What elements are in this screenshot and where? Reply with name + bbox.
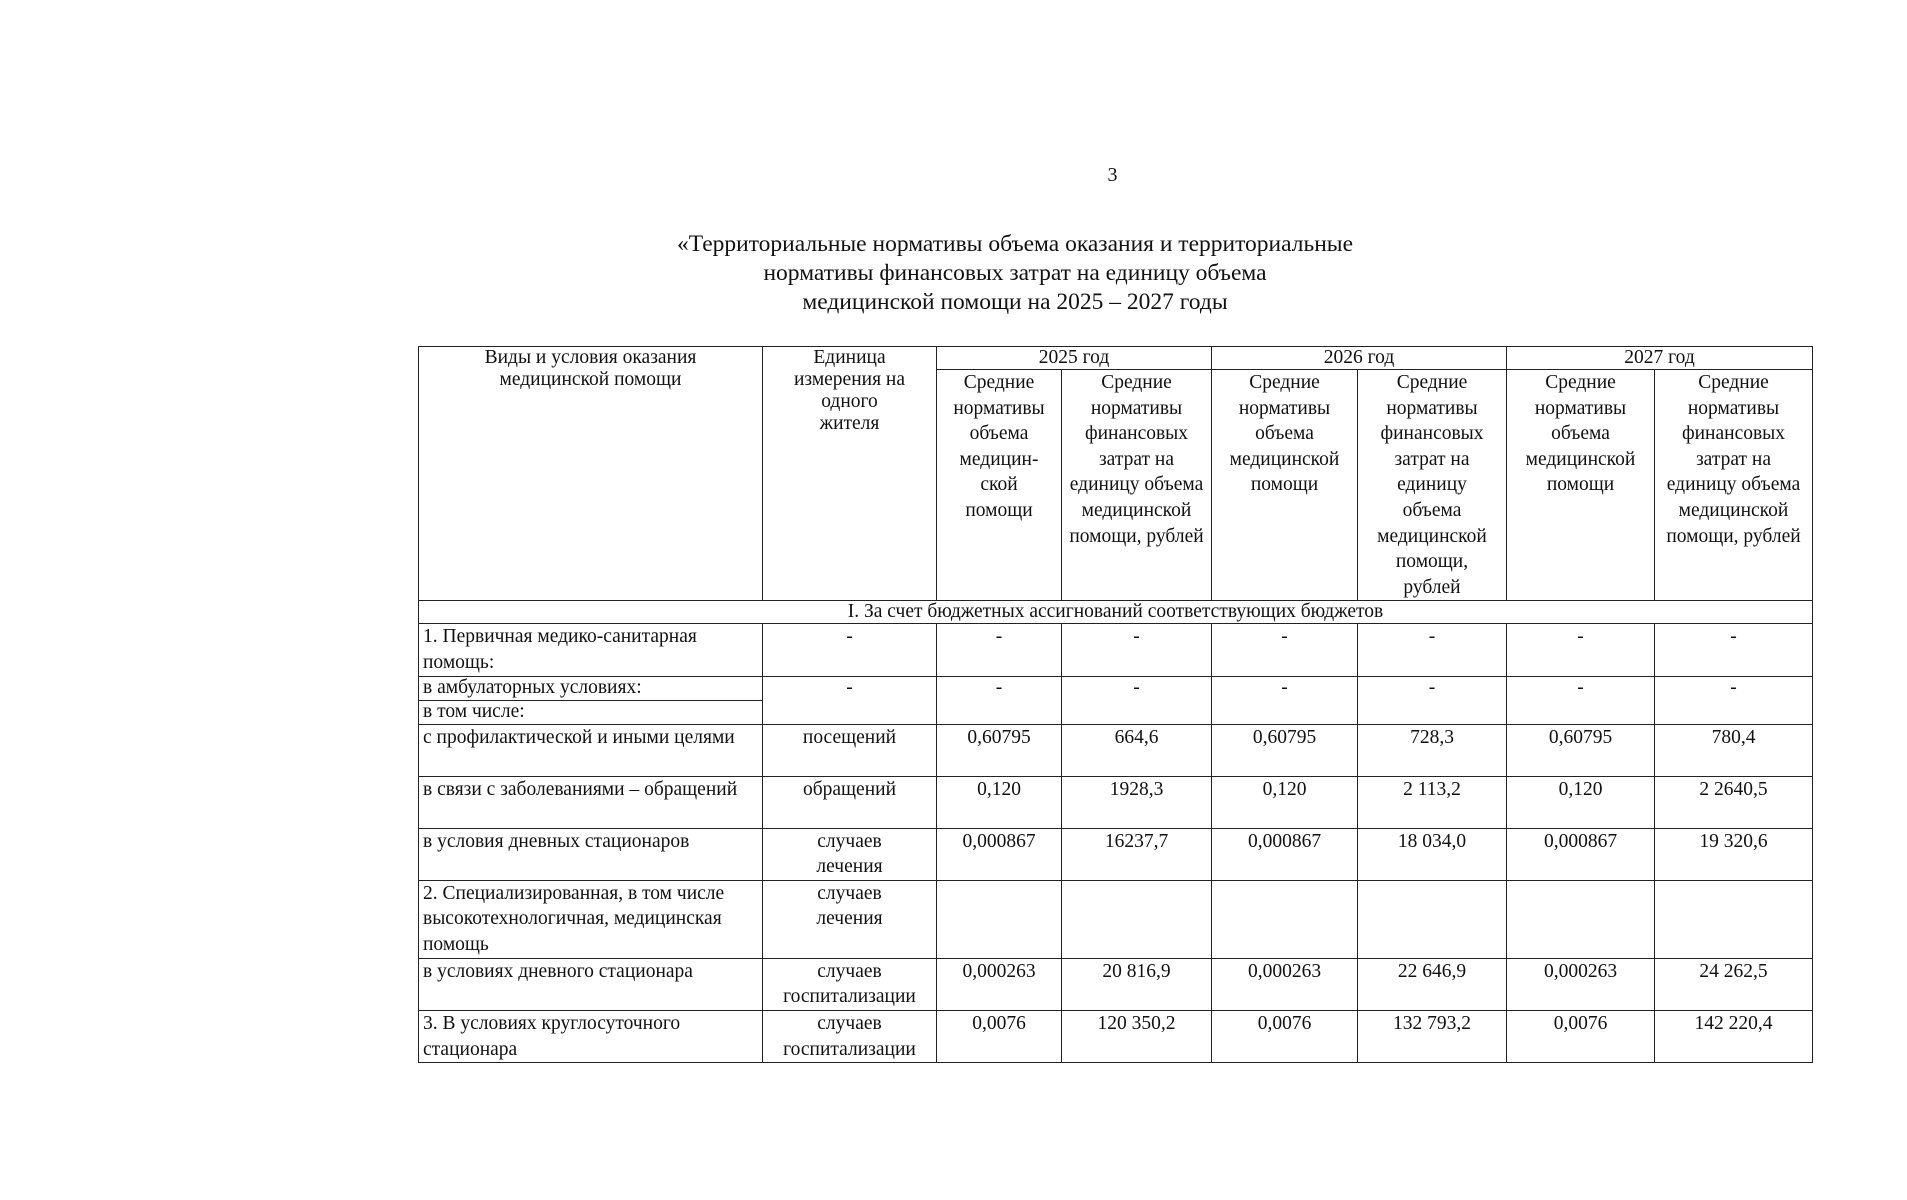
row-kind: в амбулаторных условиях: [419,676,763,700]
header-unit: Единица измерения на одного жителя [763,347,937,601]
row-value: 16237,7 [1062,828,1212,880]
row-value: 0,000867 [1212,828,1358,880]
row-unit: случаев госпитализации [763,1010,937,1062]
row-value: 0,120 [1212,776,1358,828]
title-line-3: медицинской помощи на 2025 – 2027 годы [802,289,1228,315]
row-value: 0,000867 [1507,828,1655,880]
row-value: 24 262,5 [1655,958,1813,1010]
row-kind: 3. В условиях круглосуточного стационара [419,1010,763,1062]
row-value: - [1655,624,1813,676]
row-value: - [1212,676,1358,724]
row-unit: - [763,624,937,676]
row-kind: 1. Первичная медико-санитарная помощь: [419,624,763,676]
row-unit: - [763,676,937,724]
row-value: 18 034,0 [1358,828,1507,880]
row-value: 0,000263 [1212,958,1358,1010]
header-kind: Виды и условия оказания медицинской помощи [419,347,763,601]
row-value: - [1062,624,1212,676]
row-value: 142 220,4 [1655,1010,1813,1062]
row-value: 0,000867 [937,828,1062,880]
row-value: 2 113,2 [1358,776,1507,828]
row-value [1358,880,1507,958]
section-row [419,601,1813,624]
row-value [1062,880,1212,958]
row-value: - [937,624,1062,676]
table-row [419,828,1813,880]
row-value: 0,60795 [1507,724,1655,776]
table-row [419,724,1813,776]
row-kind: в связи с заболеваниями – обращений [419,776,763,828]
row-value: 0,0076 [1507,1010,1655,1062]
row-value: 0,000263 [1507,958,1655,1010]
row-kind: 2. Специализированная, в том числе высокотехнологичная, медицинская помощь [419,880,763,958]
row-value [1655,880,1813,958]
header-row-years [419,347,1813,370]
row-unit: посещений [763,724,937,776]
table-row [419,676,1813,700]
header-year-2027: 2027 год [1507,347,1813,370]
row-value: 0,0076 [937,1010,1062,1062]
row-value: 0,0076 [1212,1010,1358,1062]
row-value: - [1212,624,1358,676]
row-value: 120 350,2 [1062,1010,1212,1062]
table-row [419,880,1813,958]
row-unit: случаев лечения [763,880,937,958]
row-value: - [1358,676,1507,724]
row-value: 728,3 [1358,724,1507,776]
header-volume-2027: Средние нормативы объема медицинской помощи [1507,370,1655,601]
table-row [419,776,1813,828]
document-title [665,230,1365,317]
row-value: 132 793,2 [1358,1010,1507,1062]
row-kind: в условиях дневного стационара [419,958,763,1010]
row-kind: в условия дневных стационаров [419,828,763,880]
row-value: - [937,676,1062,724]
row-value: 0,120 [937,776,1062,828]
row-kind-sub: в том числе: [419,700,763,724]
header-year-2026: 2026 год [1212,347,1507,370]
row-value: 0,60795 [937,724,1062,776]
table-row [419,624,1813,676]
title-line-2: нормативы финансовых затрат на единицу объема [763,260,1267,286]
title-line-1: «Территориальные нормативы объема оказания и территориальные [676,231,1353,257]
row-value: 22 646,9 [1358,958,1507,1010]
norms-table [418,346,1813,1063]
row-value [1507,880,1655,958]
header-volume-2025: Средние нормативы объема медицин-ской помощи [937,370,1062,601]
table-row [419,1010,1813,1062]
row-value: 780,4 [1655,724,1813,776]
header-cost-2026: Средние нормативы финансовых затрат на единицу объема медицинской помощи, рублей [1358,370,1507,601]
row-value [937,880,1062,958]
row-unit: случаев госпитализации [763,958,937,1010]
row-value: 19 320,6 [1655,828,1813,880]
row-kind: с профилактической и иными целями [419,724,763,776]
row-value: - [1358,624,1507,676]
page-number: 3 [1107,164,1118,186]
row-value: 20 816,9 [1062,958,1212,1010]
section-title: I. За счет бюджетных ассигнований соответствующих бюджетов [419,601,1813,624]
row-value: 664,6 [1062,724,1212,776]
header-cost-2027: Средние нормативы финансовых затрат на единицу объема медицинской помощи, рублей [1655,370,1813,601]
row-value [1212,880,1358,958]
header-cost-2025: Средние нормативы финансовых затрат на единицу объема медицинской помощи, рублей [1062,370,1212,601]
table-row [419,958,1813,1010]
row-value: 0,60795 [1212,724,1358,776]
row-value: - [1507,676,1655,724]
row-unit: случаев лечения [763,828,937,880]
row-value: 2 2640,5 [1655,776,1813,828]
row-unit: обращений [763,776,937,828]
row-value: - [1507,624,1655,676]
header-volume-2026: Средние нормативы объема медицинской помощи [1212,370,1358,601]
row-value: 0,120 [1507,776,1655,828]
row-value: - [1655,676,1813,724]
header-year-2025: 2025 год [937,347,1212,370]
row-value: 1928,3 [1062,776,1212,828]
row-value: - [1062,676,1212,724]
row-value: 0,000263 [937,958,1062,1010]
